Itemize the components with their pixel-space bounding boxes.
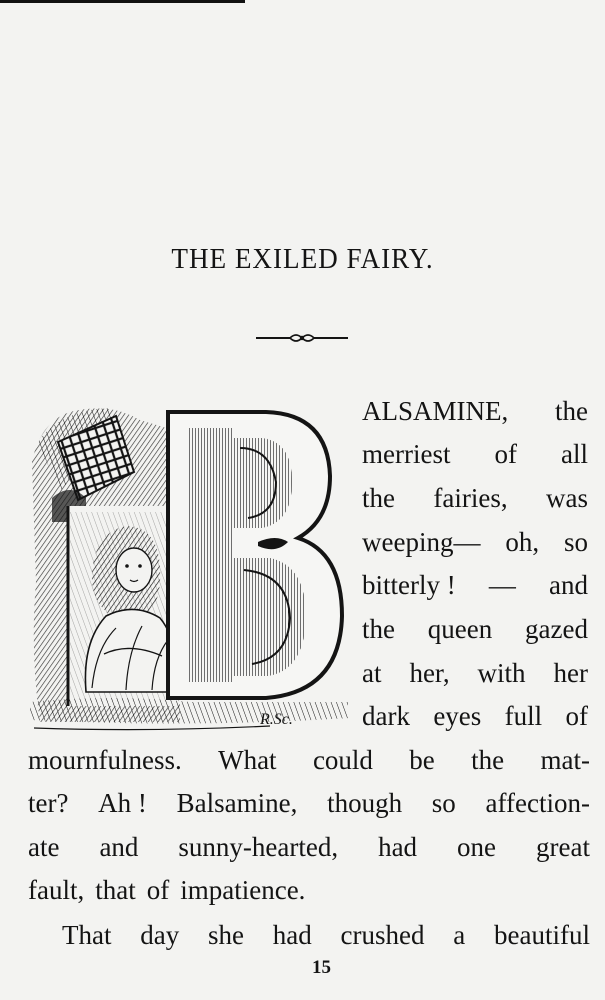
word: though xyxy=(327,788,403,818)
word: gazed xyxy=(525,614,588,644)
text-line xyxy=(362,441,588,468)
word: had xyxy=(272,920,312,950)
text-line xyxy=(362,616,588,643)
word: of xyxy=(494,439,517,469)
word: queen xyxy=(427,614,493,644)
word: the xyxy=(362,614,395,644)
word: oh, xyxy=(505,527,540,557)
word: mournfulness. xyxy=(28,745,182,775)
page-number: 15 xyxy=(312,957,331,978)
word: the xyxy=(471,745,505,775)
word: Ah ! xyxy=(98,788,147,818)
word: ate xyxy=(28,832,60,862)
word: Balsamine, xyxy=(176,788,298,818)
word: great xyxy=(535,832,590,862)
word: of xyxy=(146,875,170,905)
word: fairies, xyxy=(433,483,508,513)
word: one xyxy=(457,832,497,862)
word: weeping— xyxy=(362,527,481,557)
text-line xyxy=(362,485,588,512)
word: could xyxy=(312,745,373,775)
word: and xyxy=(549,570,588,600)
word: ALSAMINE, xyxy=(362,396,509,426)
word: her xyxy=(553,658,588,688)
word: of xyxy=(565,701,588,731)
word: affection- xyxy=(485,788,590,818)
word: at xyxy=(362,658,382,688)
word: a xyxy=(453,920,466,950)
word: the xyxy=(555,396,588,426)
text-line xyxy=(28,834,590,861)
word: and xyxy=(99,832,139,862)
word: that xyxy=(95,875,136,905)
word: sunny-hearted, xyxy=(178,832,339,862)
text-line xyxy=(362,529,588,556)
word: merriest xyxy=(362,439,451,469)
word: had xyxy=(378,832,418,862)
word: dark xyxy=(362,701,410,731)
word: That xyxy=(62,920,112,950)
text-line xyxy=(28,877,590,904)
word: full xyxy=(504,701,543,731)
text-line xyxy=(362,660,588,687)
word: What xyxy=(218,745,277,775)
text-line xyxy=(362,572,588,599)
word: day xyxy=(140,920,180,950)
word: with xyxy=(477,658,526,688)
word: all xyxy=(561,439,588,469)
word: the xyxy=(362,483,395,513)
word: was xyxy=(546,483,588,513)
word: ter? xyxy=(28,788,69,818)
text-line xyxy=(362,398,588,425)
word: be xyxy=(409,745,435,775)
word: mat- xyxy=(540,745,590,775)
word: she xyxy=(208,920,244,950)
text-line xyxy=(362,703,588,730)
word: fault, xyxy=(28,875,85,905)
word: beautiful xyxy=(494,920,590,950)
text-line xyxy=(28,747,590,774)
text-line xyxy=(62,922,590,949)
word: her, xyxy=(409,658,450,688)
word: crushed xyxy=(340,920,425,950)
word: eyes xyxy=(433,701,482,731)
word: bitterly ! xyxy=(362,570,456,600)
word: so xyxy=(431,788,456,818)
word: impatience. xyxy=(180,875,306,905)
chapter-title: THE EXILED FAIRY. xyxy=(171,244,434,275)
word: so xyxy=(563,527,588,557)
word: — xyxy=(488,570,516,600)
text-line xyxy=(28,790,590,817)
engraver-signature: R.Sc. xyxy=(260,711,293,728)
